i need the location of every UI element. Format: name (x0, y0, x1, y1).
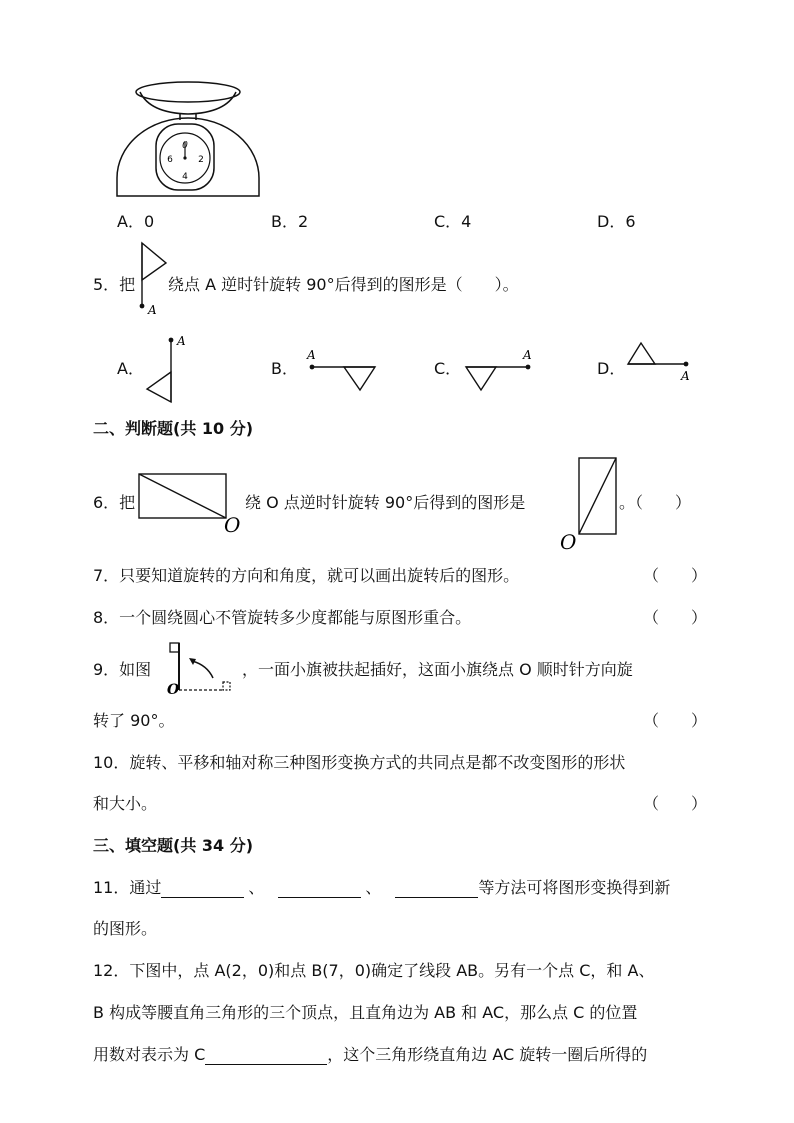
q12-blank-c[interactable] (205, 1046, 327, 1065)
q6-rotated-point-label: O (560, 530, 577, 554)
q12-line3-suffix: ，这个三角形绕直角边 AC 旋转一圈后所得的 (327, 1045, 648, 1064)
q7-text: 7．只要知道旋转的方向和角度，就可以画出旋转后的图形。 (93, 566, 520, 585)
q7-answer-paren[interactable]: （ ） (643, 566, 708, 585)
q5-option-a[interactable]: A． (117, 359, 144, 378)
dial-label-6: 6 (167, 155, 173, 165)
q9-answer-paren[interactable]: （ ） (643, 711, 708, 730)
q11-prefix: 11．通过 (93, 878, 162, 897)
kitchen-scale-figure (110, 78, 270, 198)
q5-option-b[interactable]: B． (271, 359, 298, 378)
q6-text: 绕 O 点逆时针旋转 90°后得到的图形是 (245, 493, 526, 512)
q11-blank-1[interactable] (161, 879, 244, 898)
q11-sep-1: 、 (248, 878, 265, 897)
q6-prefix: 6．把 (93, 493, 136, 512)
q4-option-b[interactable]: B．2 (271, 212, 309, 231)
q9-line2: 转了 90°。 (93, 711, 175, 730)
q5-option-a-figure (140, 330, 190, 400)
dial-label-2: 2 (198, 155, 204, 165)
section-3-heading: 三、填空题(共 34 分) (93, 836, 254, 855)
q10-line2: 和大小。 (93, 794, 158, 813)
q4-option-a[interactable]: A．0 (117, 212, 155, 231)
section-2-heading: 二、判断题(共 10 分) (93, 419, 254, 438)
q5-point-label: A (148, 303, 157, 317)
q6-rectangle-figure (137, 472, 247, 537)
q11-blank-2[interactable] (278, 879, 361, 898)
q12-line2: B 构成等腰直角三角形的三个顶点，且直角边为 AB 和 AC，那么点 C 的位置 (93, 1003, 638, 1022)
q9-text: ，一面小旗被扶起插好，这面小旗绕点 O 顺时针方向旋 (242, 660, 633, 679)
q5-option-d-figure (625, 340, 705, 390)
q5-text: 绕点 A 逆时针旋转 90°后得到的图形是（ ）。 (168, 275, 519, 294)
q4-option-d[interactable]: D．6 (597, 212, 636, 231)
q6-point-label: O (224, 513, 241, 537)
q11-line2: 的图形。 (93, 919, 158, 938)
dial-label-0: 0 (182, 141, 188, 151)
q8-answer-paren[interactable]: （ ） (643, 608, 708, 627)
q5-option-c[interactable]: C． (434, 359, 462, 378)
q11-sep-2: 、 (365, 878, 382, 897)
q5-option-d-point-label: A (681, 369, 690, 383)
q4-option-c[interactable]: C．4 (434, 212, 472, 231)
q12-line1: 12．下图中，点 A(2，0)和点 B(7，0)确定了线段 AB。另有一个点 C，和 A、 (93, 961, 655, 980)
q5-option-a-point-label: A (177, 334, 186, 348)
q11-line1 (93, 875, 670, 898)
q6-end: 。（ ） (619, 493, 692, 512)
q12-line3 (93, 1042, 647, 1065)
q10-answer-paren[interactable]: （ ） (643, 794, 708, 813)
q5-prefix: 5．把 (93, 275, 136, 294)
q9-prefix: 9．如图 (93, 660, 152, 679)
q5-option-b-point-label: A (307, 348, 316, 362)
q9-point-label: O (167, 682, 180, 698)
dial-label-4: 4 (182, 172, 188, 182)
q5-option-c-point-label: A (523, 348, 532, 362)
q5-option-c-figure (462, 345, 552, 395)
q8-text: 8．一个圆绕圆心不管旋转多少度都能与原图形重合。 (93, 608, 472, 627)
q5-option-b-figure (303, 345, 383, 395)
q6-rotated-rectangle-figure (558, 455, 628, 555)
q9-flag-figure (162, 640, 242, 700)
q10-line1: 10．旋转、平移和轴对称三种图形变换方式的共同点是都不改变图形的形状 (93, 753, 626, 772)
q5-option-d[interactable]: D． (597, 359, 626, 378)
q11-suffix: 等方法可将图形变换得到新 (478, 878, 671, 897)
q12-line3-prefix: 用数对表示为 C (93, 1045, 206, 1064)
q11-blank-3[interactable] (395, 879, 478, 898)
